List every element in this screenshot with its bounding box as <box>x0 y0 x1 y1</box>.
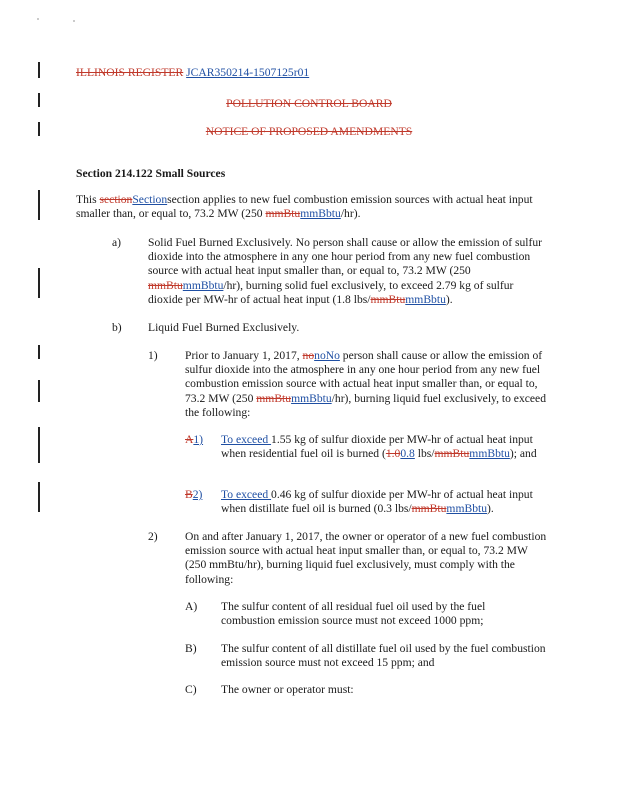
scan-speck <box>73 20 75 22</box>
item-b1-text: Prior to January 1, 2017, nonoNo person shall cause or allow the emission of sulfur dioxide into the atmosphere in any one hour period from any new fuel combustion emission source with actual heat input smaller than, or equal to, 73.2 MW (250 mmBtummBbtu/hr), burning liquid fuel exclusively, to exceed the following: <box>185 349 546 419</box>
item-b1A-text: To exceed 1.55 kg of sulfur dioxide per MW-hr of actual heat input when residential fuel oil is burned (1.00.8 lbs/mmBtummBbtu); and <box>221 433 537 461</box>
register-header <box>76 66 309 80</box>
item-a-text: Solid Fuel Burned Exclusively. No person shall cause or allow the emission of sulfur dioxide into the atmosphere in any one hour period from any new fuel combustion source with actual heat input smaller than, or equal to, 73.2 MW (250 mmBtummBbtu/hr), burning solid fuel exclusively, to exceed 2.79 kg of sulfur dioxide per MW-hr of actual heat input (1.8 lbs/mmBtummBbtu). <box>148 236 543 306</box>
item-b2B-label: B) <box>185 642 197 655</box>
item-b-text: Liquid Fuel Burned Exclusively. <box>148 321 300 334</box>
item-b2-text: On and after January 1, 2017, the owner or operator of a new fuel combustion emission source with actual heat input smaller than, or equal to, 73.2 MW (250 mmBtu/hr), burning liquid fuel exclusively, must comply with the following: <box>185 530 547 586</box>
item-b2A-text: The sulfur content of all residual fuel oil used by the fuel combustion emission source must not exceed 1000 ppm; <box>221 600 486 628</box>
item-b1B-text: To exceed 0.46 kg of sulfur dioxide per MW-hr of actual heat input when distillate fuel oil is burned (0.3 lbs/mmBtummBbtu). <box>221 488 533 516</box>
change-bar <box>38 268 40 298</box>
item-b-label: b) <box>112 321 122 334</box>
item-b2B-text: The sulfur content of all distillate fuel oil used by the fuel combustion emission source must not exceed 15 ppm; and <box>221 642 546 670</box>
item-a-label: a) <box>112 236 122 249</box>
item-b2C-label: C) <box>185 683 197 696</box>
item-b1-label: 1) <box>148 349 158 362</box>
section-title: Section 214.122 Small Sources <box>76 167 226 180</box>
register-inserted: JCAR350214-1507125r01 <box>186 66 310 79</box>
item-b2-label: 2) <box>148 530 158 543</box>
change-bar <box>38 190 40 220</box>
register-deleted: ILLINOIS REGISTER <box>76 66 184 79</box>
change-bar <box>38 380 40 402</box>
scan-speck <box>37 18 39 20</box>
notice-title: NOTICE OF PROPOSED AMENDMENTS <box>205 125 413 138</box>
item-b1A-label: A1) <box>185 433 204 446</box>
item-b2C-text: The owner or operator must: <box>221 683 354 696</box>
item-b1B-label: B2) <box>185 488 203 501</box>
change-bar <box>38 427 40 463</box>
item-b2A-label: A) <box>185 600 198 613</box>
section-intro: This sectionSectionsection applies to new fuel combustion emission sources with actual heat input smaller than, or equal to, 73.2 MW (250 mmBtummBbtu/hr). <box>76 193 533 221</box>
change-bar <box>38 62 40 78</box>
change-bar <box>38 345 40 359</box>
board-title: POLLUTION CONTROL BOARD <box>226 97 392 110</box>
change-bar <box>38 482 40 512</box>
